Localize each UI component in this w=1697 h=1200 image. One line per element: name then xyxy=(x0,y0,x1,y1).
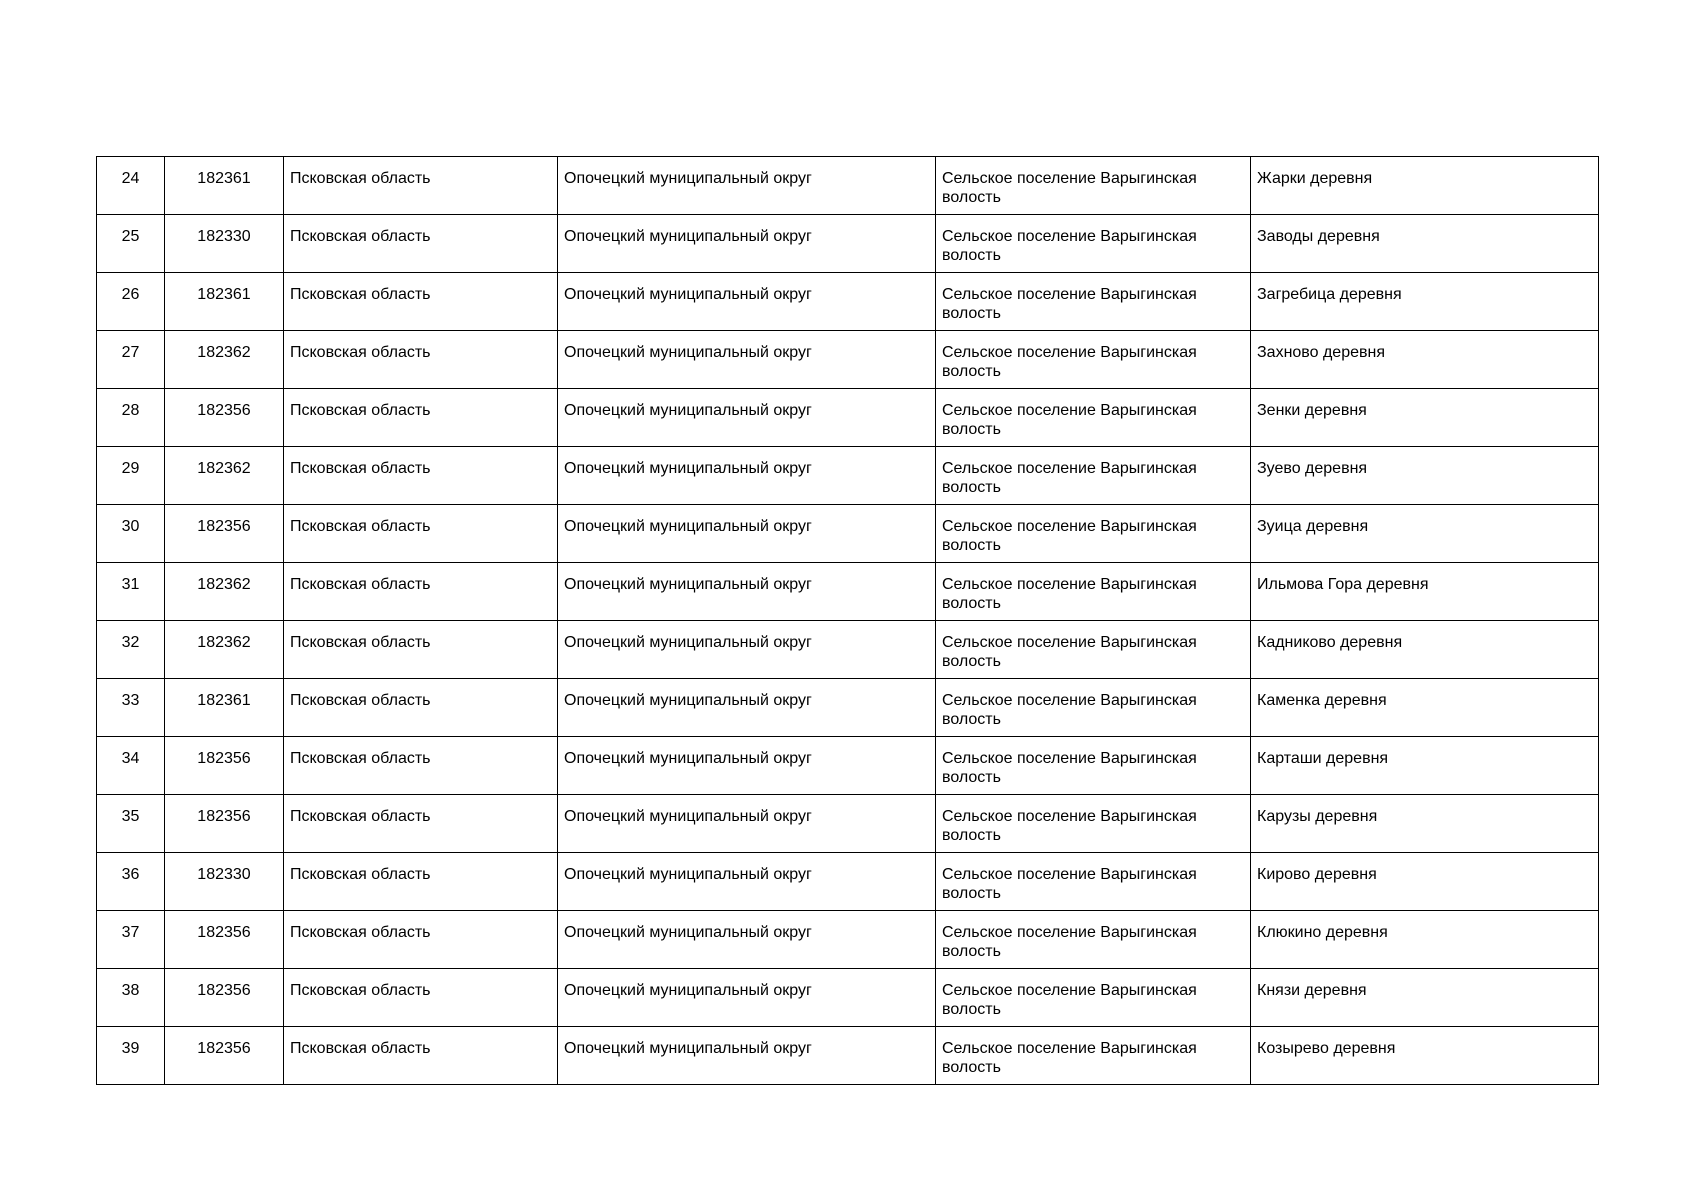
cell-region: Псковская область xyxy=(284,505,558,563)
table-row xyxy=(97,389,1599,447)
cell-postal-index: 182362 xyxy=(165,331,284,389)
cell-settlement: Сельское поселение Варыгинская волость xyxy=(936,389,1251,447)
cell-settlement: Сельское поселение Варыгинская волость xyxy=(936,273,1251,331)
cell-locality: Зуево деревня xyxy=(1251,447,1599,505)
cell-settlement: Сельское поселение Варыгинская волость xyxy=(936,853,1251,911)
cell-locality: Козырево деревня xyxy=(1251,1027,1599,1085)
cell-number: 37 xyxy=(97,911,165,969)
cell-region: Псковская область xyxy=(284,157,558,215)
cell-postal-index: 182330 xyxy=(165,215,284,273)
cell-postal-index: 182361 xyxy=(165,679,284,737)
cell-locality: Карташи деревня xyxy=(1251,737,1599,795)
cell-locality: Жарки деревня xyxy=(1251,157,1599,215)
cell-postal-index: 182362 xyxy=(165,447,284,505)
cell-region: Псковская область xyxy=(284,389,558,447)
table-row xyxy=(97,273,1599,331)
cell-region: Псковская область xyxy=(284,215,558,273)
cell-number: 35 xyxy=(97,795,165,853)
table-row xyxy=(97,447,1599,505)
cell-postal-index: 182362 xyxy=(165,563,284,621)
cell-number: 25 xyxy=(97,215,165,273)
cell-settlement: Сельское поселение Варыгинская волость xyxy=(936,911,1251,969)
settlements-table xyxy=(96,156,1599,1085)
table-row xyxy=(97,911,1599,969)
cell-number: 27 xyxy=(97,331,165,389)
cell-locality: Кадниково деревня xyxy=(1251,621,1599,679)
cell-locality: Каменка деревня xyxy=(1251,679,1599,737)
cell-region: Псковская область xyxy=(284,679,558,737)
cell-postal-index: 182330 xyxy=(165,853,284,911)
table-row xyxy=(97,157,1599,215)
cell-settlement: Сельское поселение Варыгинская волость xyxy=(936,331,1251,389)
cell-locality: Загребица деревня xyxy=(1251,273,1599,331)
table-row xyxy=(97,331,1599,389)
cell-locality: Карузы деревня xyxy=(1251,795,1599,853)
cell-settlement: Сельское поселение Варыгинская волость xyxy=(936,563,1251,621)
cell-settlement: Сельское поселение Варыгинская волость xyxy=(936,621,1251,679)
cell-district: Опочецкий муниципальный округ xyxy=(558,737,936,795)
cell-region: Псковская область xyxy=(284,737,558,795)
cell-district: Опочецкий муниципальный округ xyxy=(558,447,936,505)
cell-postal-index: 182356 xyxy=(165,795,284,853)
cell-postal-index: 182356 xyxy=(165,389,284,447)
cell-district: Опочецкий муниципальный округ xyxy=(558,157,936,215)
cell-district: Опочецкий муниципальный округ xyxy=(558,215,936,273)
table-row xyxy=(97,795,1599,853)
cell-locality: Зенки деревня xyxy=(1251,389,1599,447)
cell-number: 30 xyxy=(97,505,165,563)
cell-settlement: Сельское поселение Варыгинская волость xyxy=(936,505,1251,563)
cell-region: Псковская область xyxy=(284,563,558,621)
cell-region: Псковская область xyxy=(284,911,558,969)
cell-district: Опочецкий муниципальный округ xyxy=(558,1027,936,1085)
cell-locality: Заводы деревня xyxy=(1251,215,1599,273)
cell-number: 36 xyxy=(97,853,165,911)
cell-settlement: Сельское поселение Варыгинская волость xyxy=(936,447,1251,505)
cell-number: 31 xyxy=(97,563,165,621)
table-row xyxy=(97,969,1599,1027)
cell-postal-index: 182361 xyxy=(165,157,284,215)
cell-locality: Ильмова Гора деревня xyxy=(1251,563,1599,621)
cell-number: 39 xyxy=(97,1027,165,1085)
table-row xyxy=(97,853,1599,911)
cell-district: Опочецкий муниципальный округ xyxy=(558,389,936,447)
cell-settlement: Сельское поселение Варыгинская волость xyxy=(936,737,1251,795)
table-row xyxy=(97,737,1599,795)
cell-settlement: Сельское поселение Варыгинская волость xyxy=(936,215,1251,273)
cell-locality: Князи деревня xyxy=(1251,969,1599,1027)
cell-region: Псковская область xyxy=(284,331,558,389)
table-row xyxy=(97,679,1599,737)
cell-settlement: Сельское поселение Варыгинская волость xyxy=(936,157,1251,215)
cell-region: Псковская область xyxy=(284,273,558,331)
cell-district: Опочецкий муниципальный округ xyxy=(558,331,936,389)
cell-region: Псковская область xyxy=(284,1027,558,1085)
cell-district: Опочецкий муниципальный округ xyxy=(558,679,936,737)
cell-settlement: Сельское поселение Варыгинская волость xyxy=(936,969,1251,1027)
cell-district: Опочецкий муниципальный округ xyxy=(558,969,936,1027)
table-body xyxy=(97,157,1599,1085)
cell-number: 24 xyxy=(97,157,165,215)
cell-locality: Кирово деревня xyxy=(1251,853,1599,911)
table-row xyxy=(97,215,1599,273)
cell-region: Псковская область xyxy=(284,853,558,911)
cell-number: 38 xyxy=(97,969,165,1027)
cell-region: Псковская область xyxy=(284,447,558,505)
cell-locality: Клюкино деревня xyxy=(1251,911,1599,969)
cell-number: 33 xyxy=(97,679,165,737)
cell-postal-index: 182356 xyxy=(165,969,284,1027)
cell-number: 28 xyxy=(97,389,165,447)
table-row xyxy=(97,563,1599,621)
table-row xyxy=(97,1027,1599,1085)
cell-postal-index: 182356 xyxy=(165,737,284,795)
cell-district: Опочецкий муниципальный округ xyxy=(558,795,936,853)
cell-settlement: Сельское поселение Варыгинская волость xyxy=(936,679,1251,737)
cell-number: 29 xyxy=(97,447,165,505)
cell-postal-index: 182356 xyxy=(165,505,284,563)
cell-region: Псковская область xyxy=(284,621,558,679)
cell-district: Опочецкий муниципальный округ xyxy=(558,853,936,911)
cell-postal-index: 182356 xyxy=(165,911,284,969)
cell-district: Опочецкий муниципальный округ xyxy=(558,911,936,969)
cell-district: Опочецкий муниципальный округ xyxy=(558,273,936,331)
cell-district: Опочецкий муниципальный округ xyxy=(558,563,936,621)
cell-postal-index: 182356 xyxy=(165,1027,284,1085)
cell-postal-index: 182362 xyxy=(165,621,284,679)
cell-number: 26 xyxy=(97,273,165,331)
cell-settlement: Сельское поселение Варыгинская волость xyxy=(936,1027,1251,1085)
cell-region: Псковская область xyxy=(284,795,558,853)
table-row xyxy=(97,621,1599,679)
table-row xyxy=(97,505,1599,563)
cell-number: 34 xyxy=(97,737,165,795)
cell-settlement: Сельское поселение Варыгинская волость xyxy=(936,795,1251,853)
cell-number: 32 xyxy=(97,621,165,679)
cell-district: Опочецкий муниципальный округ xyxy=(558,621,936,679)
cell-district: Опочецкий муниципальный округ xyxy=(558,505,936,563)
cell-region: Псковская область xyxy=(284,969,558,1027)
cell-postal-index: 182361 xyxy=(165,273,284,331)
cell-locality: Захново деревня xyxy=(1251,331,1599,389)
cell-locality: Зуица деревня xyxy=(1251,505,1599,563)
